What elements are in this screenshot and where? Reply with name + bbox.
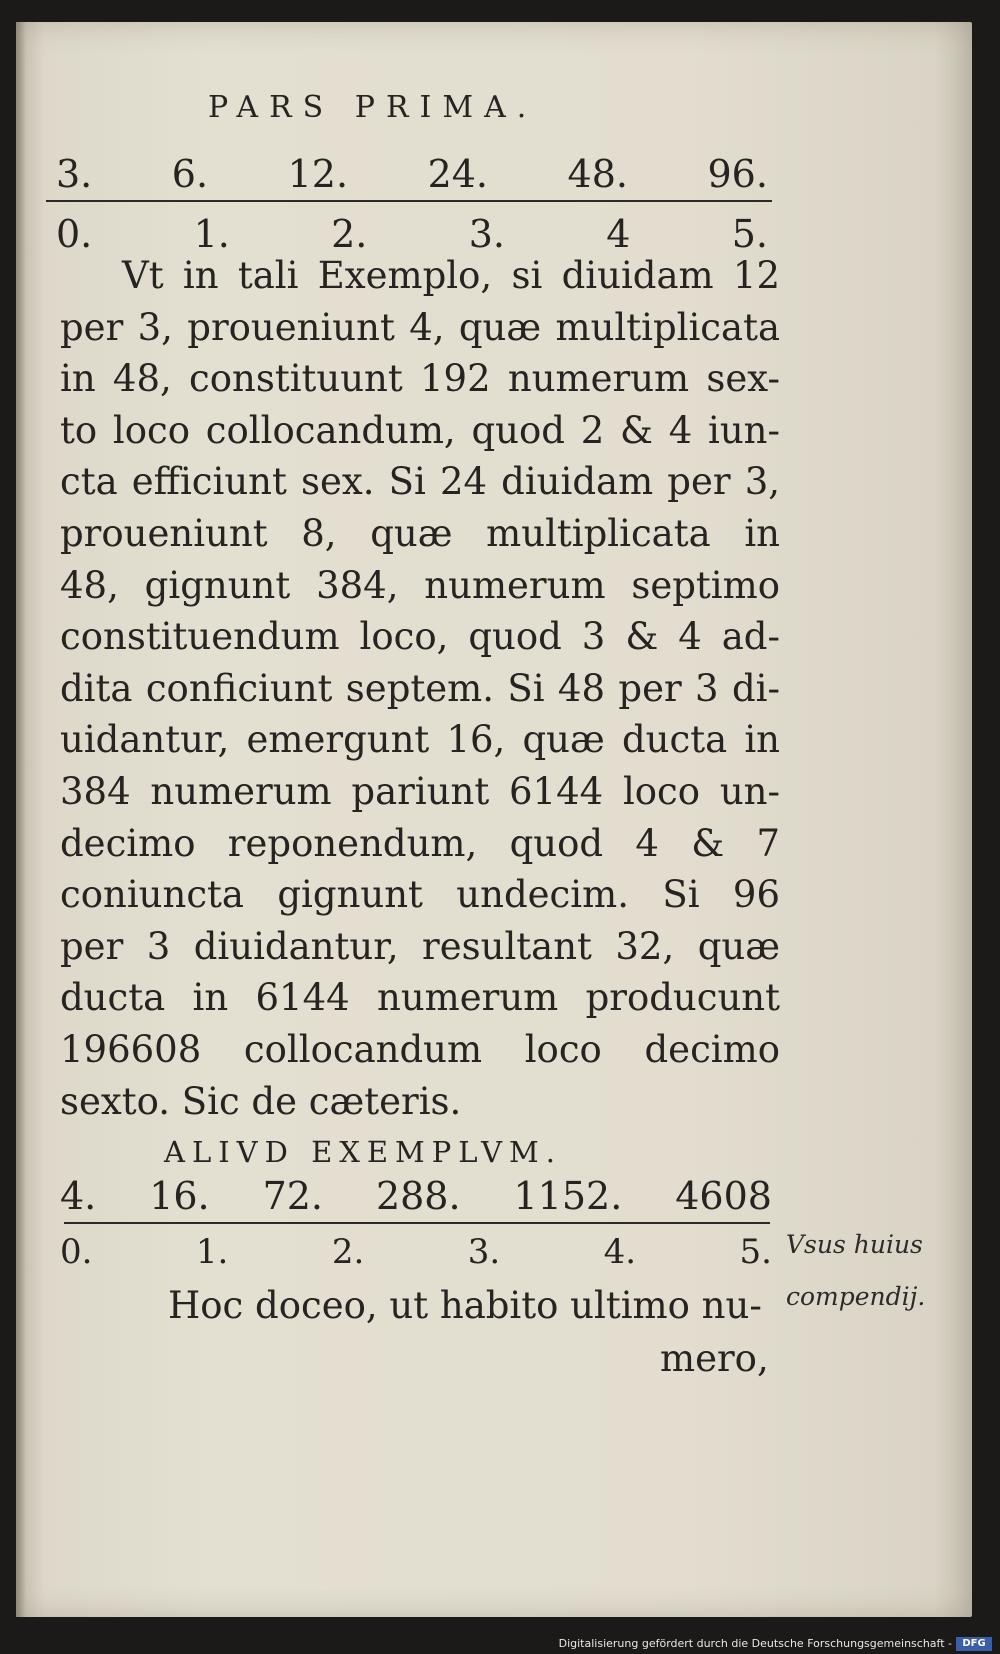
body-line: dita conficiunt septem. Si 48 per 3 di- [60, 666, 780, 710]
body-line: proueniunt 8, quæ multiplicata in [60, 511, 780, 555]
body-line: uidantur, emergunt 16, quæ ducta in [60, 718, 780, 762]
table2-bottom-cell: 3. [467, 1232, 501, 1272]
catchword: mero, [660, 1337, 769, 1380]
table1-top-cell: 3. [56, 152, 93, 196]
table2-bottom-row [60, 1232, 772, 1272]
table2-top-row [60, 1174, 772, 1218]
table2-top-cell: 1152. [513, 1174, 623, 1218]
table2-bottom-cell: 2. [331, 1232, 365, 1272]
table2-rule [64, 1222, 770, 1224]
table1-bottom-cell: 2. [331, 212, 368, 256]
body-line: decimo reponendum, quod 4 & 7 [60, 821, 780, 865]
margin-note-line: compendij. [786, 1282, 926, 1311]
table2-bottom-cell: 4. [603, 1232, 637, 1272]
table2-bottom-cell: 0. [60, 1232, 93, 1272]
table1-top-row [56, 152, 768, 196]
table1-rule [46, 200, 772, 202]
table1-top-cell: 12. [287, 152, 349, 196]
body-line: coniuncta gignunt undecim. Si 96 [60, 873, 780, 917]
body-line: per 3 diuidantur, resultant 32, quæ [60, 924, 780, 968]
table1-top-cell: 48. [567, 152, 628, 196]
section-heading: ALIVD EXEMPLVM. [164, 1135, 562, 1169]
margin-note-line: Vsus huius [786, 1230, 923, 1259]
body-line: constituendum loco, quod 3 & 4 ad- [60, 615, 780, 659]
body-line: 196608 collocandum loco decimo [60, 1027, 780, 1071]
dfg-logo: DFG [956, 1637, 992, 1651]
body-line: 384 numerum pariunt 6144 loco un- [60, 769, 780, 813]
running-head: PARS PRIMA. [208, 90, 538, 125]
body-line: sexto. Sic de cæteris. [60, 1079, 462, 1123]
final-text-line: Hoc doceo, ut habito ultimo nu- [168, 1284, 762, 1327]
table1-bottom-cell: 0. [56, 212, 93, 256]
table2-bottom-cell: 5. [739, 1232, 772, 1272]
table2-top-cell: 16. [149, 1174, 210, 1218]
body-line: per 3, proueniunt 4, quæ multiplicata [60, 305, 780, 349]
table1-bottom-cell: 1. [193, 212, 230, 256]
digitization-credit: Digitalisierung gefördert durch die Deutsche Forschungsgemeinschaft - [558, 1637, 952, 1650]
body-line: cta efficiunt sex. Si 24 diuidam per 3, [60, 460, 780, 504]
table1-bottom-cell: 3. [468, 212, 505, 256]
table2-bottom-cell: 1. [195, 1232, 229, 1272]
body-line: Vt in tali Exemplo, si diuidam 12 [122, 254, 780, 297]
table2-top-cell: 288. [375, 1174, 461, 1218]
body-line: to loco collocandum, quod 2 & 4 iun- [60, 408, 780, 452]
table2-top-cell: 4608 [675, 1174, 772, 1218]
table1-bottom-cell: 4 [606, 212, 631, 256]
table2-top-cell: 72. [262, 1174, 324, 1218]
body-line: in 48, constituunt 192 numerum sex- [60, 357, 780, 401]
table1-top-cell: 24. [427, 152, 488, 196]
body-paragraph [60, 250, 780, 1127]
table1-top-cell: 6. [171, 152, 209, 196]
body-line: 48, gignunt 384, numerum septimo [60, 563, 780, 607]
table1-top-cell: 96. [707, 152, 768, 196]
table2-top-cell: 4. [60, 1174, 97, 1218]
book-page [16, 22, 972, 1617]
table1-bottom-cell: 5. [731, 212, 768, 256]
body-line: ducta in 6144 numerum producunt [60, 976, 780, 1020]
